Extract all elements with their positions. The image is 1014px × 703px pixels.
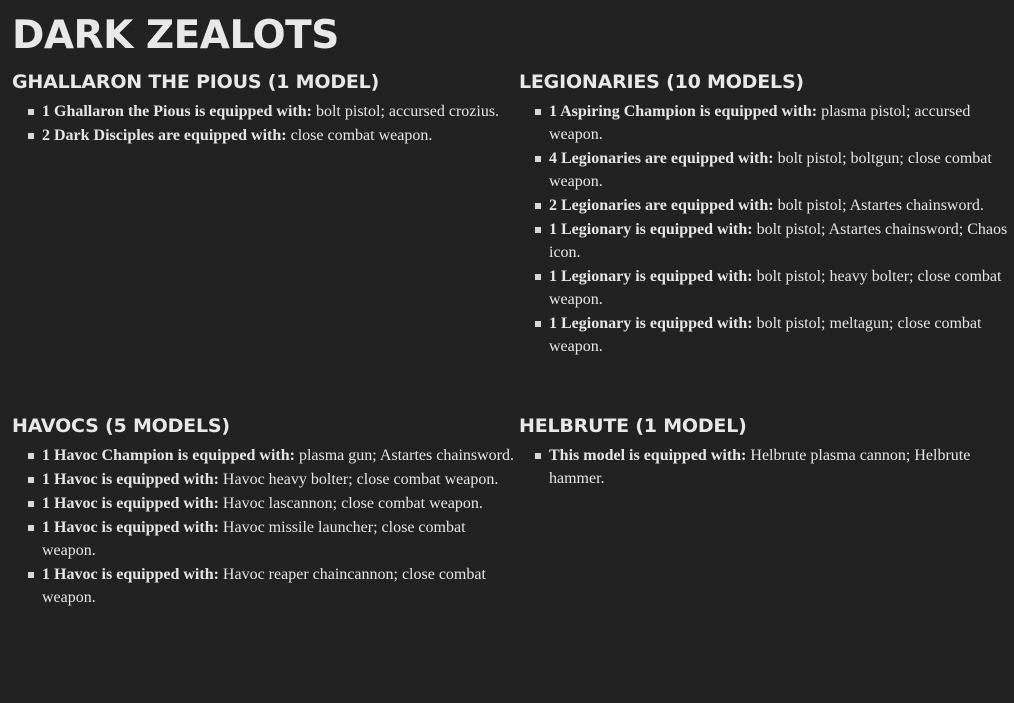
loadout-item: [549, 194, 1014, 217]
bullet-icon: [28, 109, 34, 115]
unit-havocs: [12, 414, 519, 610]
loadout-text: Havoc lascannon; close combat weapon.: [218, 495, 483, 512]
bullet-icon: [28, 453, 34, 459]
loadout-list: [519, 444, 1014, 490]
bullet-icon: [535, 156, 541, 162]
loadout-item: [549, 444, 1014, 490]
loadout-lead: 1 Aspiring Champion is equipped with:: [549, 103, 818, 120]
loadout-lead: This model is equipped with:: [549, 447, 747, 464]
loadout-list: [12, 444, 519, 609]
loadout-lead: 1 Legionary is equipped with:: [549, 268, 753, 285]
loadout-text: bolt pistol; Astartes chainsword.: [773, 197, 984, 214]
loadout-lead: 1 Havoc Champion is equipped with:: [42, 447, 295, 464]
unit-heading: LEGIONARIES (10 MODELS): [519, 71, 804, 93]
unit-heading: HAVOCS (5 MODELS): [12, 415, 230, 437]
loadout-item: [42, 124, 519, 147]
bullet-icon: [535, 227, 541, 233]
loadout-item: [549, 218, 1014, 264]
page-title: DARK ZEALOTS: [12, 13, 339, 58]
unit-heading: HELBRUTE (1 MODEL): [519, 415, 747, 437]
loadout-item: [549, 312, 1014, 358]
loadout-lead: 1 Havoc is equipped with:: [42, 519, 219, 536]
loadout-item: [42, 516, 519, 562]
units-grid: [12, 70, 1014, 610]
loadout-lead: 1 Legionary is equipped with:: [549, 221, 753, 238]
bullet-icon: [28, 477, 34, 483]
loadout-item: [42, 563, 519, 609]
unit-heading: GHALLARON THE PIOUS (1 MODEL): [12, 71, 380, 93]
loadout-text: plasma gun; Astartes chainsword.: [294, 447, 515, 464]
bullet-icon: [28, 501, 34, 507]
loadout-lead: 1 Havoc is equipped with:: [42, 566, 219, 583]
bullet-icon: [535, 321, 541, 327]
loadout-item: [42, 468, 519, 491]
loadout-item: [549, 147, 1014, 193]
bullet-icon: [535, 109, 541, 115]
bullet-icon: [28, 572, 34, 578]
loadout-lead: 2 Legionaries are equipped with:: [549, 197, 774, 214]
bullet-icon: [535, 453, 541, 459]
bullet-icon: [535, 203, 541, 209]
unit-legionaries: [519, 70, 1014, 392]
loadout-text: bolt pistol; meltagun; close combat weapon.: [549, 315, 982, 355]
loadout-text: Helbrute plasma cannon; Helbrute hammer.: [549, 447, 971, 487]
loadout-text: bolt pistol; heavy bolter; close combat weapon.: [549, 268, 1002, 308]
loadout-item: [549, 265, 1014, 311]
bullet-icon: [28, 133, 34, 139]
bullet-icon: [535, 274, 541, 280]
loadout-lead: 1 Havoc is equipped with:: [42, 495, 219, 512]
loadout-text: Havoc reaper chaincannon; close combat weapon.: [42, 566, 486, 606]
loadout-text: close combat weapon.: [286, 127, 433, 144]
unit-ghallaron: [12, 70, 519, 392]
loadout-text: bolt pistol; Astartes chainsword; Chaos icon.: [549, 221, 1008, 261]
unit-helbrute: [519, 414, 1014, 610]
loadout-lead: 4 Legionaries are equipped with:: [549, 150, 774, 167]
bullet-icon: [28, 525, 34, 531]
loadout-list: [519, 100, 1014, 358]
loadout-lead: 1 Havoc is equipped with:: [42, 471, 219, 488]
loadout-lead: 1 Legionary is equipped with:: [549, 315, 753, 332]
loadout-text: Havoc missile launcher; close combat weapon.: [42, 519, 466, 559]
loadout-item: [549, 100, 1014, 146]
loadout-item: [42, 444, 519, 467]
loadout-item: [42, 492, 519, 515]
loadout-lead: 1 Ghallaron the Pious is equipped with:: [42, 103, 312, 120]
loadout-list: [12, 100, 519, 147]
loadout-text: plasma pistol; accursed weapon.: [549, 103, 971, 143]
loadout-text: Havoc heavy bolter; close combat weapon.: [218, 471, 499, 488]
loadout-item: [42, 100, 519, 123]
loadout-text: bolt pistol; accursed crozius.: [311, 103, 500, 120]
loadout-lead: 2 Dark Disciples are equipped with:: [42, 127, 287, 144]
loadout-text: bolt pistol; boltgun; close combat weapon.: [549, 150, 992, 190]
